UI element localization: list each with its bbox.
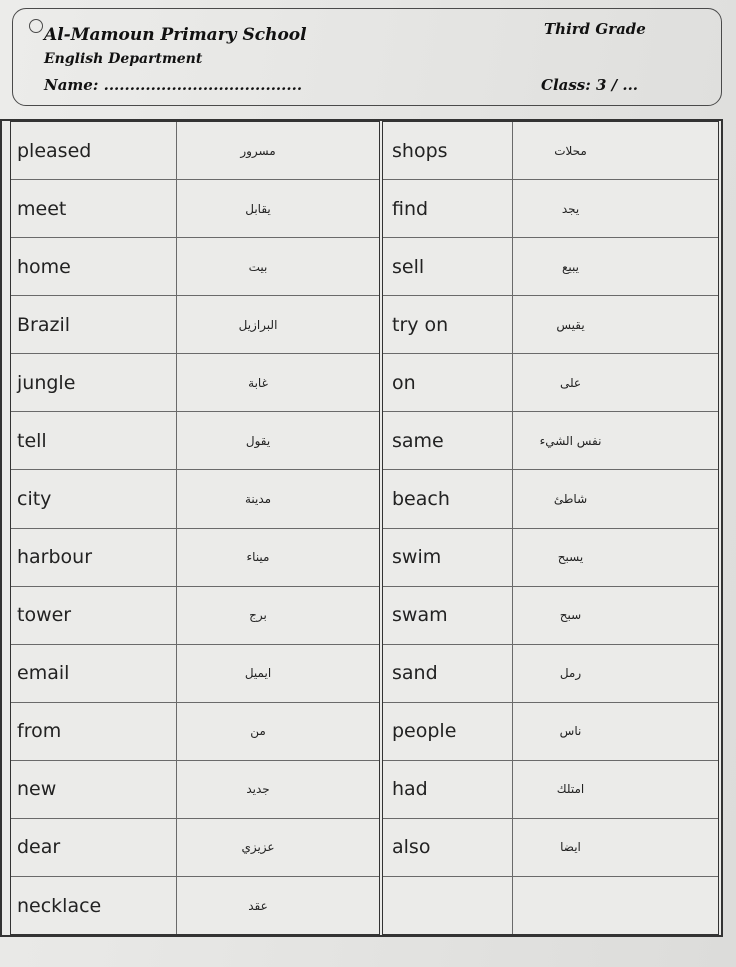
arabic-translation: مدينة [244, 492, 272, 506]
arabic-translation: غابة [248, 375, 268, 390]
vocabulary-column-left [10, 121, 380, 935]
english-word: necklace [11, 877, 177, 934]
english-word: also [383, 819, 513, 876]
vocab-row [11, 180, 379, 238]
english-word: city [11, 470, 177, 527]
vocab-row [11, 354, 379, 412]
vocab-row [11, 412, 379, 470]
english-word: on [383, 354, 513, 411]
vocab-row [11, 470, 379, 528]
vocab-row [383, 122, 718, 180]
arabic-translation: يقول [245, 433, 271, 448]
arabic-translation: يقيس [556, 317, 585, 332]
arabic-translation: عقد [248, 898, 268, 913]
vocab-row [383, 761, 718, 819]
vocab-row [11, 761, 379, 819]
arabic-translation: رمل [559, 666, 582, 681]
english-word: tower [11, 587, 177, 644]
vocab-row [383, 819, 718, 877]
vocab-row [383, 238, 718, 296]
vocab-row [11, 296, 379, 354]
vocab-row [383, 296, 718, 354]
english-word: jungle [11, 354, 177, 411]
arabic-translation: بيت [248, 259, 268, 274]
vocab-row [11, 645, 379, 703]
arabic-translation: برج [249, 608, 267, 623]
arabic-translation: ايضا [560, 840, 581, 855]
english-word: Brazil [11, 296, 177, 353]
vocab-row [11, 529, 379, 587]
vocab-row [11, 122, 379, 180]
arabic-translation: مسرور [240, 143, 276, 158]
vocab-row [383, 412, 718, 470]
arabic-translation: على [559, 375, 582, 390]
english-word: tell [11, 412, 177, 469]
arabic-translation: يجد [561, 201, 580, 216]
english-word: beach [383, 470, 513, 527]
english-word: sell [383, 238, 513, 295]
english-word: pleased [11, 122, 177, 179]
english-word: home [11, 238, 177, 295]
vocab-row [383, 587, 718, 645]
english-word: same [383, 412, 513, 469]
english-word: try on [383, 296, 513, 353]
english-word: swim [383, 529, 513, 586]
english-word: shops [383, 122, 513, 179]
vocab-row [11, 587, 379, 645]
english-word: sand [383, 645, 513, 702]
arabic-translation: عزيزي [241, 840, 275, 855]
vocab-row [383, 470, 718, 528]
vocab-row [11, 703, 379, 761]
vocab-row [383, 529, 718, 587]
english-word: had [383, 761, 513, 818]
english-word: from [11, 703, 177, 760]
english-word: email [11, 645, 177, 702]
school-name: Al-Mamoun Primary School [44, 25, 307, 45]
vocabulary-column-right [382, 121, 719, 935]
english-word: swam [383, 587, 513, 644]
english-word: people [383, 703, 513, 760]
arabic-translation: من [250, 724, 266, 739]
arabic-translation: امتلك [556, 782, 585, 797]
arabic-translation: ميناء [246, 550, 270, 565]
vocab-row [11, 238, 379, 296]
grade-label: Third Grade [544, 20, 646, 38]
arabic-translation: سبح [559, 608, 582, 623]
arabic-translation: يسبح [557, 550, 584, 565]
vocab-row [11, 877, 379, 934]
english-word: find [383, 180, 513, 237]
vocab-row [11, 819, 379, 877]
vocab-row [383, 645, 718, 703]
vocabulary-table [0, 119, 723, 937]
class-label: Class: 3 / ... [541, 76, 639, 94]
arabic-translation: يبيع [562, 259, 579, 274]
vocab-row [383, 877, 718, 934]
arabic-translation: محلات [554, 143, 587, 158]
arabic-translation: ناس [559, 724, 582, 739]
corner-mark-icon [29, 19, 43, 33]
arabic-translation: نفس الشيء [539, 433, 602, 448]
arabic-translation: ايميل [244, 666, 272, 681]
english-word: meet [11, 180, 177, 237]
vocab-row [383, 354, 718, 412]
english-word [383, 877, 513, 934]
english-word: harbour [11, 529, 177, 586]
department-name: English Department [44, 51, 203, 67]
vocab-row [383, 703, 718, 761]
english-word: dear [11, 819, 177, 876]
arabic-translation: جديد [246, 782, 270, 797]
arabic-translation: البرازيل [238, 317, 278, 332]
arabic-translation: شاطئ [553, 492, 588, 506]
vocab-row [383, 180, 718, 238]
student-name-field: Name: ...................................... [44, 76, 303, 94]
english-word: new [11, 761, 177, 818]
arabic-translation: يقابل [245, 201, 271, 216]
arabic-translation [513, 877, 718, 934]
